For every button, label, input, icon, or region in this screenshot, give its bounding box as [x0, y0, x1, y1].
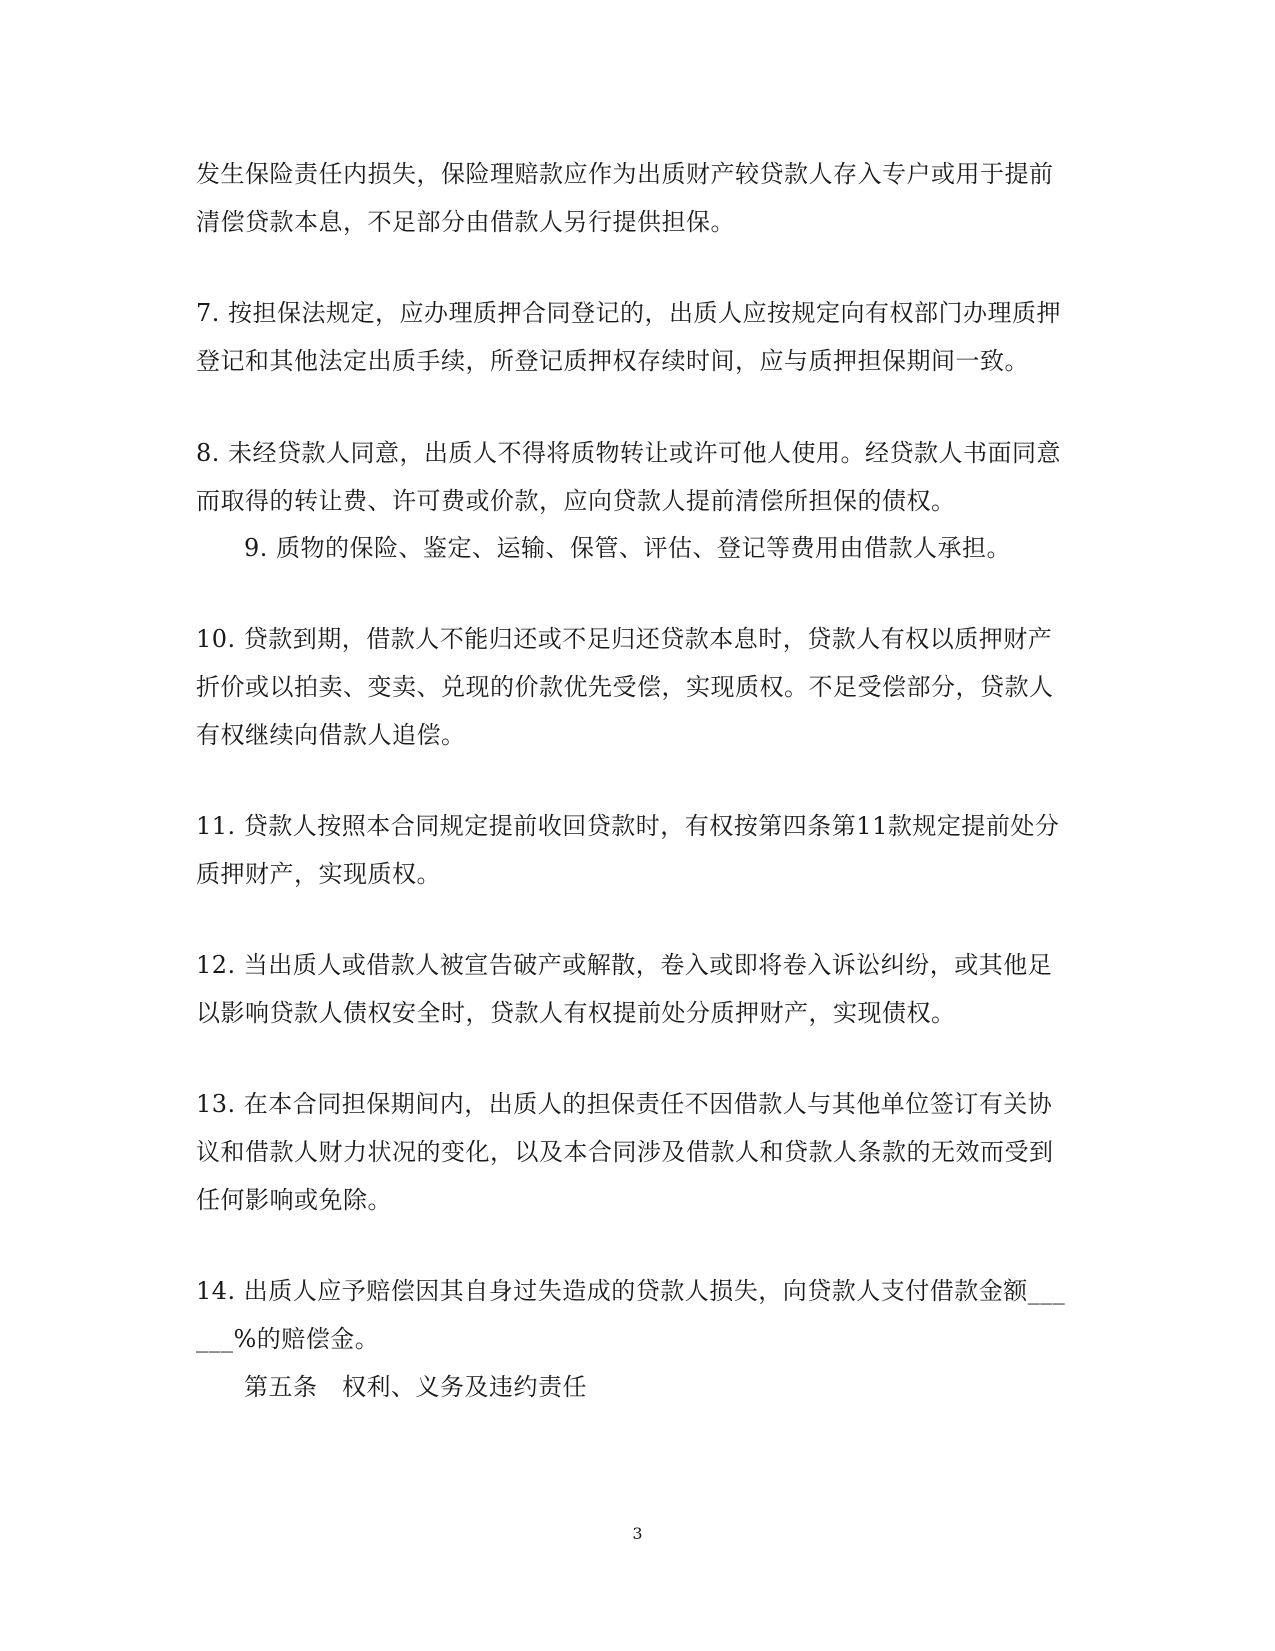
text-line: 14. 出质人应予赔偿因其自身过失造成的贷款人损失，向贷款人支付借款金额___ [196, 1277, 1066, 1305]
text-line: 以影响贷款人债权安全时，贷款人有权提前处分质押财产，实现债权。 [196, 999, 956, 1027]
text-line: 折价或以拍卖、变卖、兑现的价款优先受偿，实现质权。不足受偿部分，贷款人 [196, 673, 1054, 701]
text-line: 议和借款人财力状况的变化，以及本合同涉及借款人和贷款人条款的无效而受到 [196, 1138, 1054, 1166]
page-number: 3 [632, 1524, 643, 1543]
text-line: ___%的赔偿金。 [196, 1325, 380, 1353]
text-line: 而取得的转让费、许可费或价款，应向贷款人提前清偿所担保的债权。 [196, 487, 956, 515]
text-line: 任何影响或免除。 [196, 1186, 392, 1214]
text-line: 13. 在本合同担保期间内，出质人的担保责任不因借款人与其他单位签订有关协 [196, 1090, 1053, 1118]
text-line: 10. 贷款到期，借款人不能归还或不足归还贷款本息时，贷款人有权以质押财产 [196, 625, 1053, 653]
text-line: 有权继续向借款人追偿。 [196, 721, 466, 749]
text-line: 8. 未经贷款人同意，出质人不得将质物转让或许可他人使用。经贷款人书面同意 [196, 439, 1062, 467]
text-line: 7. 按担保法规定，应办理质押合同登记的，出质人应按规定向有权部门办理质押 [196, 299, 1062, 327]
text-line: 9. 质物的保险、鉴定、运输、保管、评估、登记等费用由借款人承担。 [244, 534, 1012, 562]
section-heading: 第五条 权利、义务及违约责任 [244, 1373, 587, 1401]
text-line: 清偿贷款本息，不足部分由借款人另行提供担保。 [196, 208, 735, 236]
text-line: 发生保险责任内损失，保险理赔款应作为出质财产较贷款人存入专户或用于提前 [196, 160, 1054, 188]
text-line: 登记和其他法定出质手续，所登记质押权存续时间，应与质押担保期间一致。 [196, 347, 1029, 375]
text-line: 12. 当出质人或借款人被宣告破产或解散，卷入或即将卷入诉讼纠纷，或其他足 [196, 951, 1053, 979]
text-line: 11. 贷款人按照本合同规定提前收回贷款时，有权按第四条第11款规定提前处分 [196, 812, 1060, 840]
text-line: 质押财产，实现质权。 [196, 860, 441, 888]
